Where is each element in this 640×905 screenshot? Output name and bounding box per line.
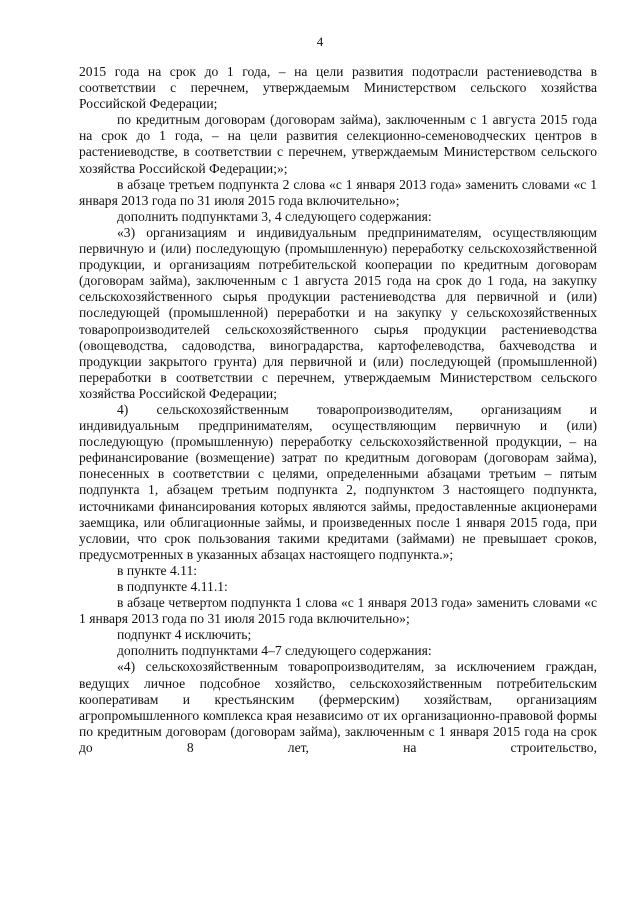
paragraph: в абзаце четвертом подпункта 1 слова «с 1 января 2013 года» заменить словами «с 1 января 2013 года по 31 июля 2015 года включительно»; <box>79 595 597 627</box>
paragraph: «3) организациям и индивидуальным предпринимателям, осуществляющим первичную и (или) последующую (промышленную) переработку сельскохозяйственной продукции, и организациям потребительской кооперации по кредитным договорам (договорам займа), заключенным с 1 августа 2015 года на срок до 1 года, на закупку сельскохозяйственного сырья продукции растениеводства для первичной и (или) последующей (промышленной) переработки и на закупку у сельскохозяйственных товаропроизводителей сельскохозяйственного сырья продукции растениеводства (овощеводства, садоводства, виноградарства, картофелеводства, бахчеводства и продукции закрытого грунта) для первичной и (или) последующей (промышленной) переработки в соответствии с перечнем, утверждаемым Министерством сельского хозяйства Российской Федерации; <box>79 224 597 401</box>
paragraph: «4) сельскохозяйственным товаропроизводителям, за исключением граждан, ведущих личное подсобное хозяйство, сельскохозяйственным потребительским кооперативам и крестьянским (фермерским) хозяйствам, организациям агропромышленного комплекса края независимо от их организационно-правовой формы по кредитным договорам (договорам займа), заключенным с 1 января 2015 года на срок до 8 лет, на строительство, <box>79 659 597 755</box>
paragraph: по кредитным договорам (договорам займа), заключенным с 1 августа 2015 года на срок до 1 года, – на цели развития селекционно-семеноводческих центров в растениеводстве, в соответствии с перечнем, утверждаемым Министерством сельского хозяйства Российской Федерации;»; <box>79 112 597 176</box>
paragraph: 4) сельскохозяйственным товаропроизводителям, организациям и индивидуальным предпринимателям, осуществляющим первичную и (или) последующую (промышленную) переработку сельскохозяйственной продукции, – на рефинансирование (возмещение) затрат по кредитным договорам (договорам займа), понесенных в соответствии с целями, определенными абзацами третьим – пятым подпункта 1, абзацем третьим подпункта 2, подпунктом 3 настоящего подпункта, источниками финансирования которых являются займы, предоставленные акционерами заемщика, или облигационные займы, и произведенных после 1 января 2015 года, при условии, что срок пользования такими кредитами (займами) не превышает сроков, предусмотренных в указанных абзацах настоящего подпункта.»; <box>79 401 597 562</box>
paragraph: в пункте 4.11: <box>117 562 198 578</box>
document-body <box>79 64 597 756</box>
paragraph: в абзаце третьем подпункта 2 слова «с 1 января 2013 года» заменить словами «с 1 января 2013 года по 31 июля 2015 года включительно»; <box>79 176 597 208</box>
paragraph: дополнить подпунктами 3, 4 следующего содержания: <box>117 208 432 224</box>
paragraph: 2015 года на срок до 1 года, – на цели развития подотрасли растениеводства в соответствии с перечнем, утверждаемым Министерством сельского хозяйства Российской Федерации; <box>79 64 597 112</box>
page-number: 4 <box>316 34 324 49</box>
paragraph: подпункт 4 исключить; <box>117 627 252 643</box>
paragraph: дополнить подпунктами 4–7 следующего содержания: <box>117 643 432 659</box>
paragraph: в подпункте 4.11.1: <box>117 579 228 594</box>
